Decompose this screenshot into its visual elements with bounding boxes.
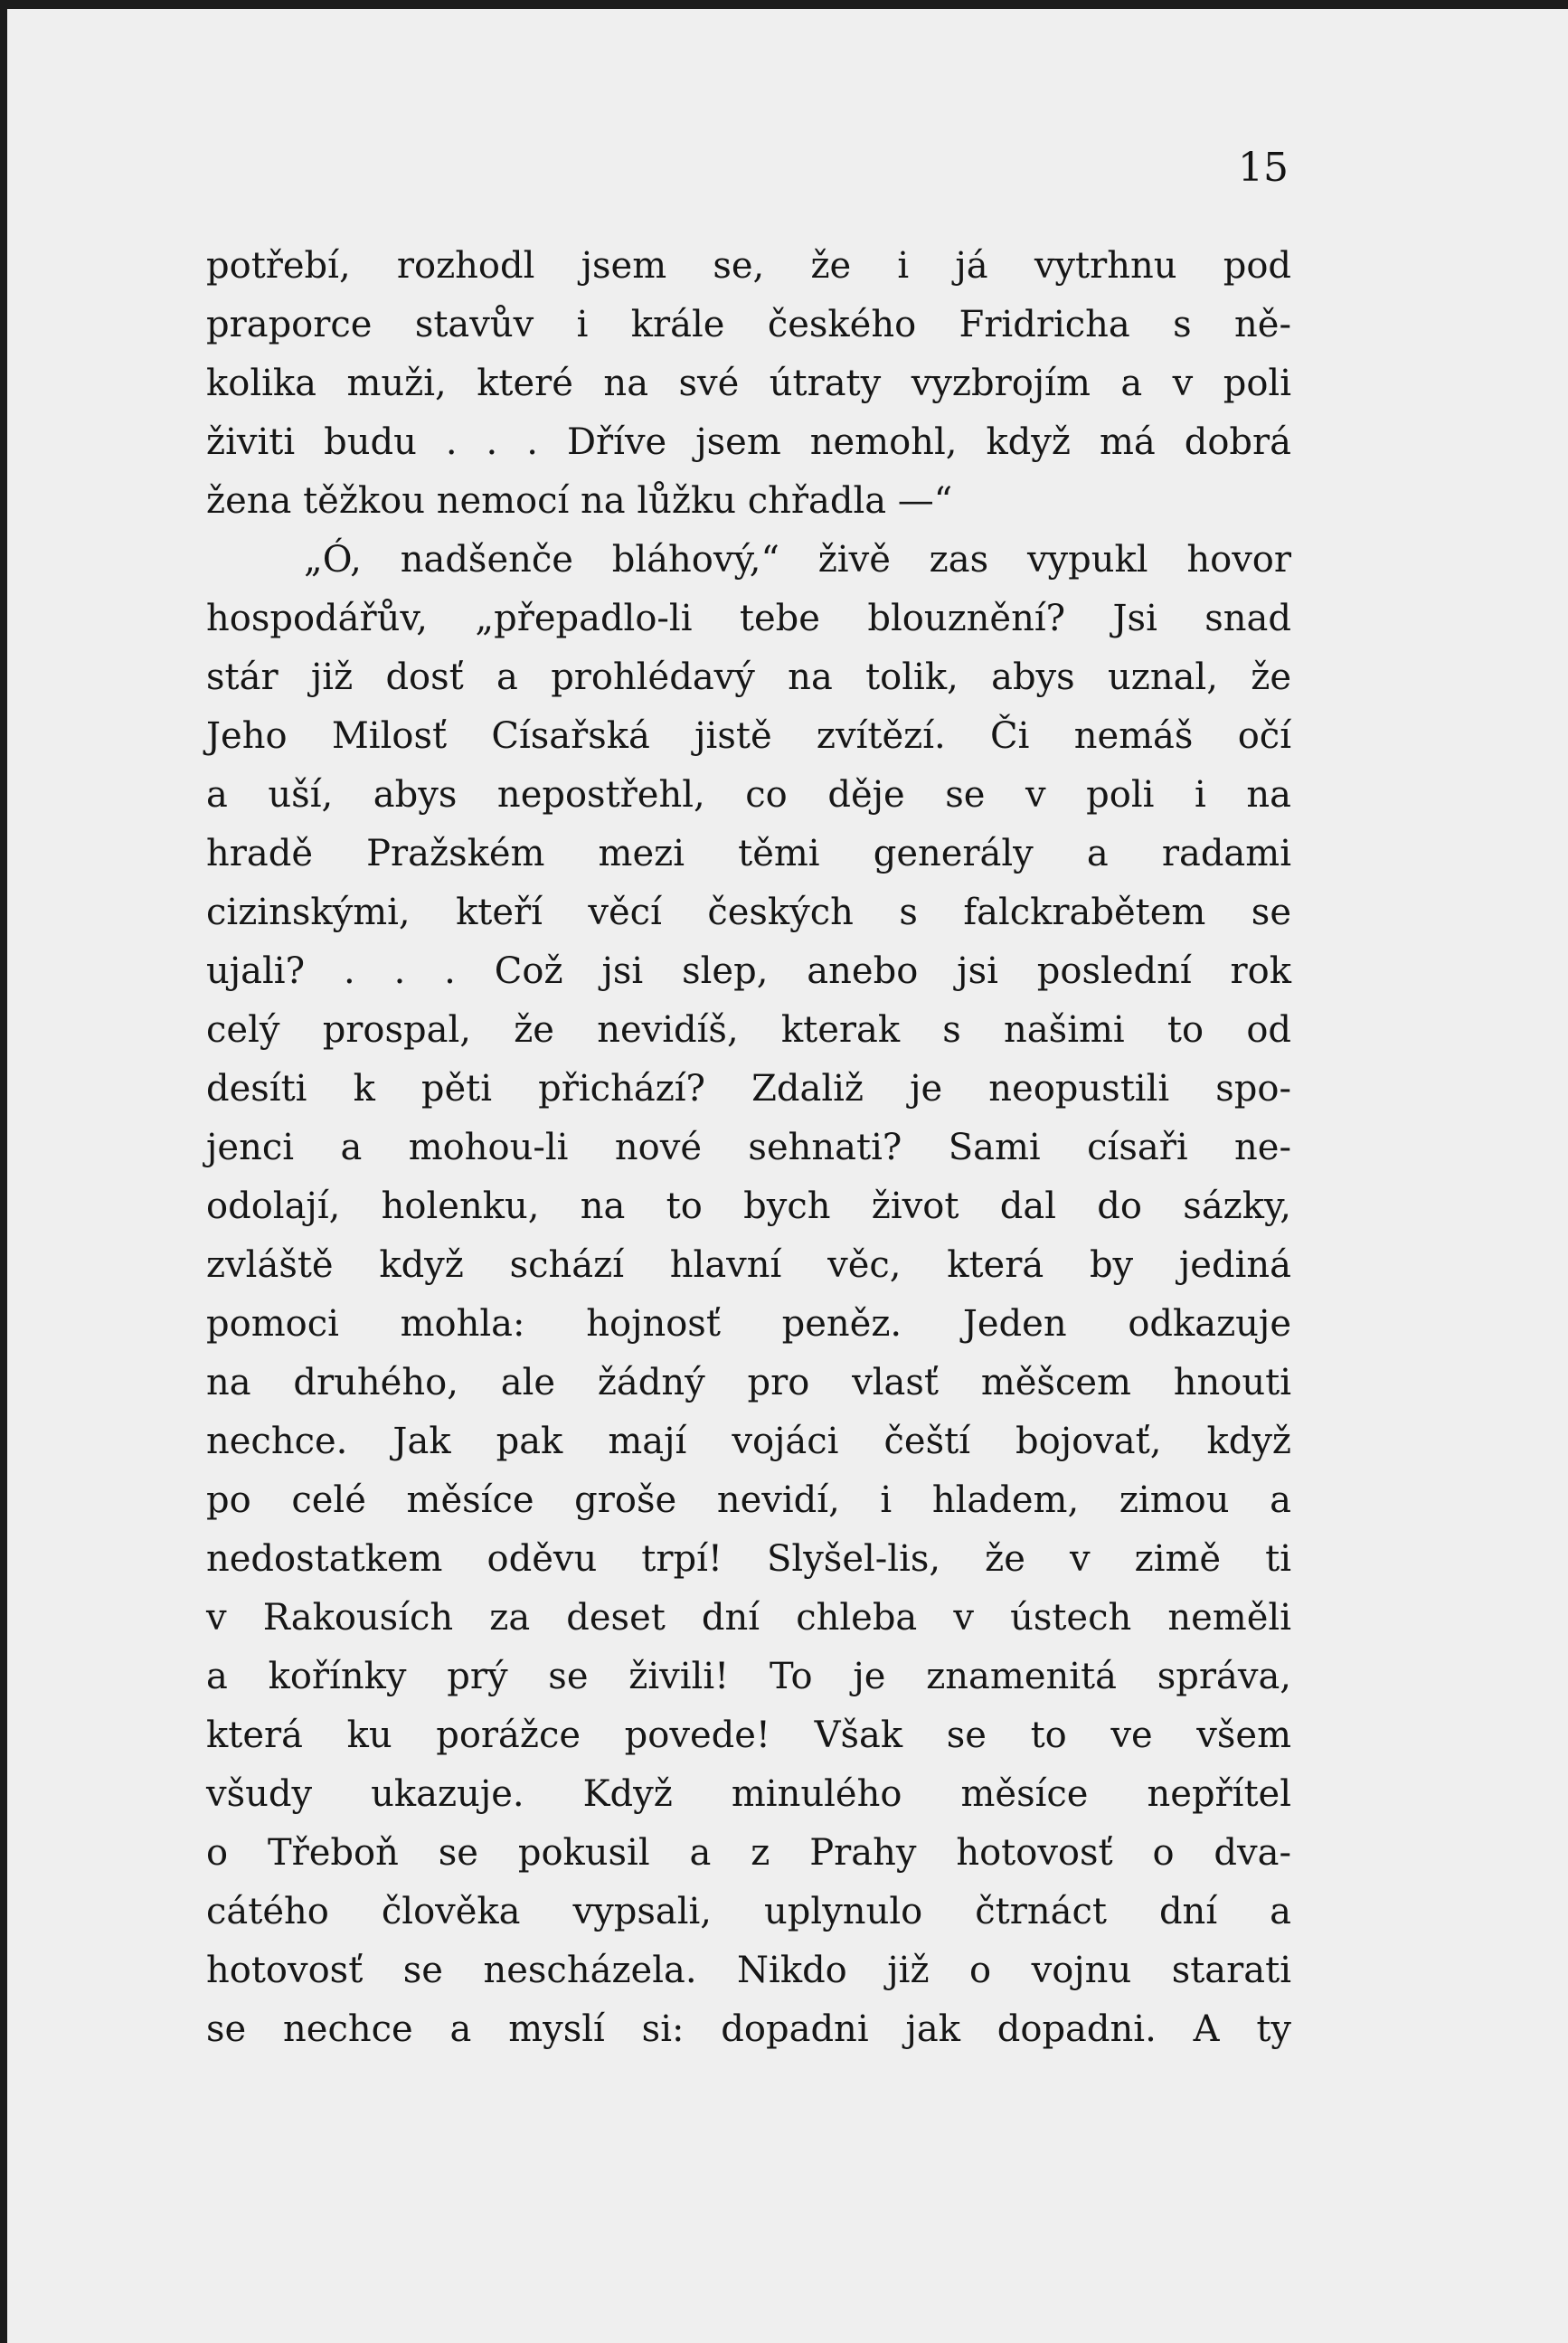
text-line: potřebí, rozhodl jsem se, že i já vytrhnu pod [206, 245, 1291, 287]
text-line: desíti k pěti přichází? Zdaliž je neopustili spo- [206, 1068, 1291, 1110]
text-line: ujali? . . . Což jsi slep, anebo jsi poslední rok [206, 950, 1291, 992]
scan-edge-top [0, 0, 1568, 9]
text-line: po celé měsíce groše nevidí, i hladem, zimou a [206, 1479, 1291, 1521]
page-number: 15 [1238, 145, 1289, 191]
text-line: stár již dosť a prohlédavý na tolik, abys uznal, že [206, 657, 1291, 698]
text-line: cizinskými, kteří věcí českých s falckrabětem se [206, 892, 1291, 933]
body-text [206, 237, 1291, 2059]
text-line: nechce. Jak pak mají vojáci čeští bojovať, když [206, 1421, 1291, 1462]
text-line: hradě Pražském mezi těmi generály a radami [206, 833, 1291, 874]
text-line: praporce stavův i krále českého Fridricha s ně- [206, 304, 1291, 345]
text-line: žena těžkou nemocí na lůžku chřadla —“ [206, 480, 953, 522]
scan-edge-left [0, 0, 7, 2343]
text-line: a uší, abys nepostřehl, co děje se v poli i na [206, 774, 1291, 816]
text-line: cátého člověka vypsali, uplynulo čtrnáct dní a [206, 1891, 1291, 1932]
text-line: která ku porážce povede! Však se to ve všem [206, 1715, 1291, 1756]
text-line: všudy ukazuje. Když minulého měsíce nepřítel [206, 1773, 1291, 1815]
text-line: a kořínky prý se živili! To je znamenitá správa, [206, 1656, 1291, 1697]
text-line: nedostatkem oděvu trpí! Slyšel-lis, že v zimě ti [206, 1538, 1291, 1580]
text-line: na druhého, ale žádný pro vlasť měšcem hnouti [206, 1362, 1291, 1403]
text-line: pomoci mohla: hojnosť peněz. Jeden odkazuje [206, 1303, 1291, 1345]
text-line: o Třeboň se pokusil a z Prahy hotovosť o dva- [206, 1832, 1291, 1874]
text-line: kolika muži, které na své útraty vyzbrojím a v poli [206, 363, 1291, 404]
text-line: živiti budu . . . Dříve jsem nemohl, když má dobrá [206, 421, 1291, 463]
text-line: „Ó, nadšenče bláhový,“ živě zas vypukl hovor [304, 539, 1291, 581]
text-line: Jeho Milosť Císařská jistě zvítězí. Či nemáš očí [206, 715, 1291, 757]
text-line: odolají, holenku, na to bych život dal do sázky, [206, 1186, 1291, 1227]
text-line: zvláště když schází hlavní věc, která by jediná [206, 1244, 1291, 1286]
text-line: hospodářův, „přepadlo-li tebe blouznění? Jsi snad [206, 598, 1291, 639]
text-line: celý prospal, že nevidíš, kterak s našimi to od [206, 1009, 1291, 1051]
text-line: v Rakousích za deset dní chleba v ústech neměli [206, 1597, 1291, 1639]
text-line: se nechce a myslí si: dopadni jak dopadni. A ty [206, 2008, 1291, 2050]
text-line: jenci a mohou-li nové sehnati? Sami císaři ne- [206, 1127, 1291, 1168]
text-line: hotovosť se nescházela. Nikdo již o vojnu starati [206, 1950, 1291, 1991]
